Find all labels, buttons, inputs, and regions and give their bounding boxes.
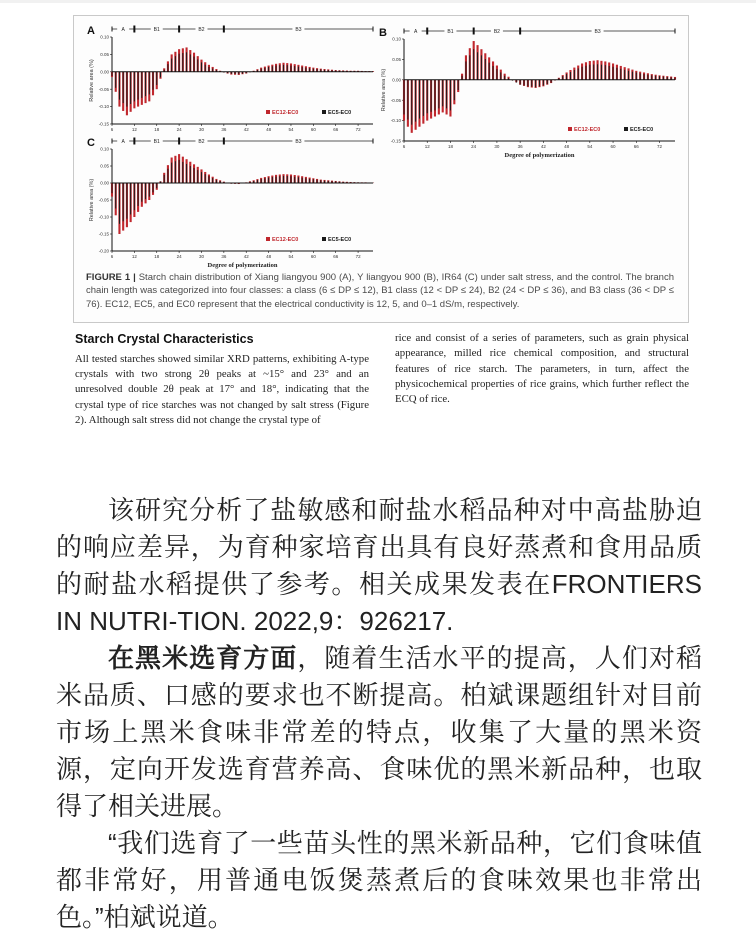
svg-text:-0.15: -0.15 xyxy=(98,231,109,237)
svg-text:Degree of polymerization: Degree of polymerization xyxy=(207,262,278,269)
paragraph-black-rice-text: ，随着生活水平的提高，人们对稻米品质、口感的要求也不断提高。柏斌课题组针对目前市场上黑米食味非常差的特点，收集了大量的黑米资源，定向开发选育营养高、食味优的黑米新品种，也取得了相关进展。 xyxy=(56,643,702,821)
svg-text:A: A xyxy=(413,29,418,35)
svg-text:60: 60 xyxy=(310,127,316,132)
svg-text:B2: B2 xyxy=(198,27,205,33)
svg-text:36: 36 xyxy=(221,254,227,259)
svg-text:B3: B3 xyxy=(594,29,601,35)
svg-text:18: 18 xyxy=(447,144,453,149)
svg-text:B1: B1 xyxy=(447,29,454,35)
chart-panel-b xyxy=(378,24,680,160)
figure-1-panel xyxy=(73,15,689,323)
svg-text:30: 30 xyxy=(198,254,204,259)
svg-text:B3: B3 xyxy=(295,139,302,145)
svg-text:-0.05: -0.05 xyxy=(98,86,109,92)
svg-text:6: 6 xyxy=(110,254,114,259)
svg-text:B: B xyxy=(379,27,387,39)
svg-text:B1: B1 xyxy=(153,139,160,145)
chart-panel-c xyxy=(86,134,378,270)
svg-text:-0.10: -0.10 xyxy=(98,214,109,220)
svg-text:-0.15: -0.15 xyxy=(98,121,109,127)
svg-text:24: 24 xyxy=(176,254,182,259)
svg-text:36: 36 xyxy=(221,127,227,132)
svg-text:60: 60 xyxy=(610,144,616,149)
column-left xyxy=(75,331,369,428)
svg-text:54: 54 xyxy=(288,254,294,259)
svg-text:0.05: 0.05 xyxy=(392,57,401,62)
svg-text:24: 24 xyxy=(471,144,477,149)
svg-text:B2: B2 xyxy=(493,29,500,35)
svg-text:72: 72 xyxy=(355,254,361,259)
svg-text:6: 6 xyxy=(110,127,114,132)
svg-text:24: 24 xyxy=(176,127,182,132)
svg-text:12: 12 xyxy=(131,254,137,259)
svg-text:54: 54 xyxy=(288,127,294,132)
svg-text:48: 48 xyxy=(266,127,272,132)
svg-text:A: A xyxy=(121,27,125,33)
chart-panel-a xyxy=(86,22,378,134)
svg-text:66: 66 xyxy=(333,127,339,132)
svg-text:Relative area (%): Relative area (%) xyxy=(89,59,95,102)
svg-text:0.00: 0.00 xyxy=(100,69,109,75)
svg-text:6: 6 xyxy=(402,144,406,149)
figure-caption-label: FIGURE 1 | xyxy=(86,272,136,283)
svg-text:Relative area (%): Relative area (%) xyxy=(381,68,387,112)
figure-caption-text: Starch chain distribution of Xiang liangyou 900 (A), Y liangyou 900 (B), IR64 (C) under salt stress, and the control. The branch chain length was categorized into four classes: a class (6 ≤ DP ≤ 12), B1 class (12 < DP ≤ 24), B2 (24 < DP ≤ 36), and B3 class (36 < DP ≤ 76). EC12, EC5, and EC0 represent that the electrical conductivity is 12, 5, and 0–1 dS/m, respectively. xyxy=(86,272,674,310)
svg-text:12: 12 xyxy=(424,144,430,149)
svg-text:0.00: 0.00 xyxy=(392,77,401,83)
svg-text:EC5-EC0: EC5-EC0 xyxy=(328,110,352,116)
svg-text:EC12-EC0: EC12-EC0 xyxy=(272,110,299,116)
column-right xyxy=(395,331,689,428)
svg-text:36: 36 xyxy=(517,144,523,149)
svg-text:B1: B1 xyxy=(153,27,160,33)
svg-text:42: 42 xyxy=(540,144,546,149)
svg-text:0.05: 0.05 xyxy=(100,163,109,169)
figure-caption xyxy=(86,271,674,311)
page-top-edge xyxy=(0,0,756,3)
svg-text:EC12-EC0: EC12-EC0 xyxy=(574,127,601,133)
svg-text:0.10: 0.10 xyxy=(392,36,401,42)
svg-text:EC12-EC0: EC12-EC0 xyxy=(272,237,299,243)
svg-text:A: A xyxy=(87,25,95,37)
svg-text:-0.15: -0.15 xyxy=(390,138,401,144)
svg-text:42: 42 xyxy=(243,254,249,259)
svg-text:A: A xyxy=(121,139,125,145)
section-paragraph-left: All tested starches showed similar XRD patterns, exhibiting A-type crystals with two strong 2θ peaks at ~15° and 23° and an unresolved double 2θ peak at 17° and 18°, indicating that the crystal type of rice starches was not changed by salt stress (Figure 2). Although salt stress did not change the crystal type of xyxy=(75,352,369,427)
svg-text:12: 12 xyxy=(131,127,137,132)
svg-text:60: 60 xyxy=(310,254,316,259)
svg-text:48: 48 xyxy=(564,144,570,149)
paragraph-research-summary: 该研究分析了盐敏感和耐盐水稻品种对中高盐胁迫的响应差异，为育种家培育出具有良好蒸煮和食用品质的耐盐水稻提供了参考。相关成果发表在FRONTIERS IN NUTRI-TION. 2022,9：926217. xyxy=(56,495,702,636)
svg-text:72: 72 xyxy=(657,144,663,149)
svg-text:72: 72 xyxy=(355,127,361,132)
svg-text:B3: B3 xyxy=(295,27,302,33)
section-paragraph-right: rice and consist of a series of parameters, such as grain physical appearance, milled rice chemical composition, and structural features of rice starch. The parameters, in turn, affect the physicochemical properties of rice grains, which further reflect the ECQ of rice. xyxy=(395,332,689,406)
svg-text:30: 30 xyxy=(494,144,500,149)
svg-text:54: 54 xyxy=(587,144,593,149)
svg-text:66: 66 xyxy=(333,254,339,259)
svg-text:-0.05: -0.05 xyxy=(98,197,109,203)
svg-text:18: 18 xyxy=(154,254,160,259)
svg-text:0.10: 0.10 xyxy=(100,146,109,152)
svg-text:0.00: 0.00 xyxy=(100,180,109,186)
two-column-text xyxy=(75,331,689,428)
svg-text:0.10: 0.10 xyxy=(100,34,109,40)
section-heading: Starch Crystal Characteristics xyxy=(75,332,254,346)
chinese-article xyxy=(56,492,702,936)
paragraph-quote: “我们选育了一些苗头性的黑米新品种，它们食味值都非常好，用普通电饭煲蒸煮后的食味效果也非常出色。”柏斌说道。 xyxy=(56,828,702,932)
svg-text:C: C xyxy=(87,137,95,149)
paragraph-black-rice xyxy=(56,640,702,825)
svg-text:Relative area (%): Relative area (%) xyxy=(89,178,95,222)
svg-text:48: 48 xyxy=(266,254,272,259)
svg-text:-0.20: -0.20 xyxy=(98,248,109,254)
svg-text:18: 18 xyxy=(154,127,160,132)
svg-text:-0.05: -0.05 xyxy=(390,97,401,103)
svg-text:EC5-EC0: EC5-EC0 xyxy=(328,237,352,243)
svg-text:-0.10: -0.10 xyxy=(390,118,401,124)
svg-text:0.05: 0.05 xyxy=(100,52,109,57)
svg-text:66: 66 xyxy=(633,144,639,149)
svg-text:B2: B2 xyxy=(198,139,205,145)
svg-text:30: 30 xyxy=(198,127,204,132)
svg-text:-0.10: -0.10 xyxy=(98,104,109,110)
svg-text:Degree of polymerization: Degree of polymerization xyxy=(504,152,575,159)
svg-text:EC5-EC0: EC5-EC0 xyxy=(630,127,654,133)
paragraph-black-rice-lead: 在黑米选育方面 xyxy=(108,643,298,673)
svg-text:42: 42 xyxy=(243,127,249,132)
